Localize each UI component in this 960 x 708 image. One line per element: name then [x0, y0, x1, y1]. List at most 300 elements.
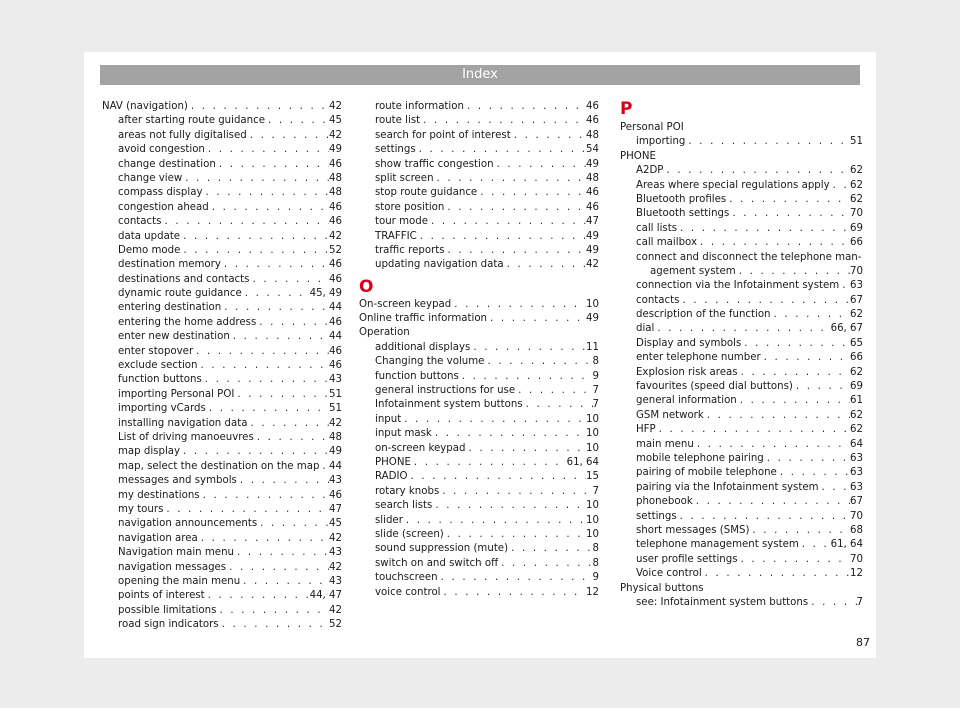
dot-leader: [182, 172, 329, 186]
dot-leader: [508, 542, 592, 556]
index-entry-page: 10: [586, 442, 599, 454]
index-entry: [359, 586, 599, 600]
index-entry-page: 70: [850, 265, 863, 277]
dot-leader: [439, 485, 592, 499]
index-entry-label: search for point of interest: [375, 129, 511, 141]
index-entry-page: 9: [592, 572, 599, 584]
index-entry: [102, 575, 342, 589]
index-entry-page: 45: [329, 518, 342, 530]
index-entry: [359, 158, 599, 172]
index-entry-page: 49: [329, 446, 342, 458]
index-entry-label: PHONE: [375, 456, 411, 468]
index-entry-page: 10: [586, 528, 599, 540]
index-entry-label: route information: [375, 101, 464, 112]
index-entry: [359, 571, 599, 585]
dot-leader: [257, 517, 329, 531]
index-entry-label: change destination: [118, 158, 216, 170]
index-entry-page: 62: [850, 424, 863, 436]
index-entry: [620, 135, 863, 149]
index-entry: [620, 337, 863, 351]
index-entry-page: 67: [850, 294, 863, 306]
index-entry: [102, 604, 342, 618]
index-entry-label: Explosion risk areas: [636, 366, 738, 378]
index-entry-page: 46: [329, 345, 342, 357]
index-entry-page: 46: [329, 158, 342, 170]
index-entry-label: favourites (speed dial buttons): [636, 381, 793, 393]
index-entry: [102, 503, 342, 517]
dot-leader: [799, 538, 831, 552]
dot-leader: [663, 164, 850, 178]
index-entry-label: dynamic route guidance: [118, 288, 242, 300]
index-entry-page: 10: [586, 298, 599, 310]
index-entry: [102, 201, 342, 215]
index-entry: [102, 532, 342, 546]
dot-leader: [163, 503, 329, 517]
index-entry-label: Display and symbols: [636, 337, 742, 349]
index-entry-label: settings: [636, 510, 677, 522]
index-entry-page: 46: [329, 201, 342, 213]
index-entry-page: 66: [850, 237, 863, 249]
index-entry-page: 43: [329, 374, 342, 386]
dot-leader: [477, 186, 586, 200]
index-entry-page: 64: [850, 438, 863, 450]
index-entry: [102, 330, 342, 344]
dot-leader: [729, 207, 850, 221]
index-entry-page: 49: [586, 244, 599, 256]
index-entry-label: map display: [118, 446, 181, 458]
dot-leader: [685, 135, 850, 149]
index-entry-label: enter new destination: [118, 331, 230, 343]
index-entry-label: short messages (SMS): [636, 524, 750, 536]
index-entry: [359, 456, 599, 470]
index-entry-page: 42: [329, 101, 342, 112]
index-entry: [620, 438, 863, 452]
index-entry-label: pairing via the Infotainment system: [636, 481, 819, 493]
index-entry: [102, 517, 342, 531]
index-entry-label: dial: [636, 323, 655, 335]
index-entry-page: 45: [329, 115, 342, 127]
index-entry-label: avoid congestion: [118, 144, 205, 156]
index-entry: [620, 322, 863, 336]
index-entry-page: 11: [586, 341, 599, 353]
index-entry: [102, 114, 342, 128]
index-entry: [102, 129, 342, 143]
index-entry: [620, 150, 863, 164]
dot-leader: [704, 409, 850, 423]
index-entry-label: function buttons: [118, 374, 202, 386]
index-entry: [102, 618, 342, 632]
dot-leader: [420, 114, 586, 128]
index-entry-page: 70: [850, 510, 863, 522]
dot-leader: [221, 301, 329, 315]
index-entry: [359, 384, 599, 398]
index-entry-page: 9: [592, 370, 599, 382]
dot-leader: [697, 236, 850, 250]
section-letter-o: O: [359, 276, 374, 297]
dot-leader: [249, 273, 329, 287]
index-entry-page: 46: [329, 216, 342, 228]
index-entry: [620, 538, 863, 552]
index-entry-label: tour mode: [375, 216, 429, 228]
index-entry-page: 51: [329, 403, 342, 415]
index-entry-page: 62: [850, 409, 863, 421]
dot-leader: [205, 589, 310, 603]
index-entry-label: navigation messages: [118, 561, 227, 573]
dot-leader: [416, 143, 586, 157]
index-entry-label: importing Personal POI: [118, 388, 235, 400]
index-entry-page: 7: [856, 596, 863, 608]
index-entry: [359, 398, 599, 412]
index-entry: [359, 470, 599, 484]
index-entry-page: 44: [329, 331, 342, 343]
dot-leader: [216, 158, 329, 172]
index-entry-label: phonebook: [636, 496, 693, 508]
index-entry-page: 70: [850, 208, 863, 220]
dot-leader: [438, 571, 593, 585]
index-entry: [359, 542, 599, 556]
dot-leader: [726, 193, 850, 207]
index-entry-page: 66, 67: [830, 323, 863, 335]
dot-leader: [221, 258, 329, 272]
dot-leader: [432, 499, 586, 513]
index-entry-label: compass display: [118, 187, 203, 199]
dot-leader: [511, 129, 586, 143]
index-entry: [102, 445, 342, 459]
dot-leader: [428, 215, 586, 229]
index-entry: [102, 287, 342, 301]
index-entry-label: contacts: [118, 216, 162, 228]
index-entry-label: show traffic congestion: [375, 158, 494, 170]
index-entry: [359, 427, 599, 441]
index-entry-page: 67: [850, 496, 863, 508]
index-entry-label: see: Infotainment system buttons: [636, 596, 809, 608]
dot-leader: [677, 222, 850, 236]
dot-leader: [403, 514, 586, 528]
index-entry-label: enter telephone number: [636, 352, 761, 364]
index-entry-page: 7: [592, 399, 599, 411]
index-entry-page: 8: [592, 543, 599, 555]
index-entry-page: 12: [586, 586, 599, 598]
index-entry-label: enter stopover: [118, 345, 194, 357]
dot-leader: [161, 215, 329, 229]
index-entry-page: 48: [329, 187, 342, 199]
index-entry: [102, 301, 342, 315]
index-entry-page: 42: [329, 604, 342, 616]
index-entry-label: HFP: [636, 424, 656, 436]
dot-leader: [202, 373, 329, 387]
index-entry: [620, 582, 863, 596]
index-entry: [620, 351, 863, 365]
index-entry: [359, 201, 599, 215]
index-entry: [620, 524, 863, 538]
index-entry: [359, 186, 599, 200]
index-entry: [620, 193, 863, 207]
index-entry: [102, 215, 342, 229]
dot-leader: [494, 158, 587, 172]
index-entry-label: contacts: [636, 294, 680, 306]
index-entry-label: sound suppression (mute): [375, 543, 509, 555]
index-entry: [102, 244, 342, 258]
dot-leader: [737, 394, 850, 408]
dot-leader: [523, 398, 593, 412]
index-entry-page: 66: [850, 352, 863, 364]
index-entry-label: Physical buttons: [620, 582, 704, 594]
index-entry-page: 46: [586, 187, 599, 199]
index-entry: [359, 258, 599, 272]
index-entry-label: Areas where special regulations apply: [636, 179, 830, 191]
index-entry: [620, 481, 863, 495]
index-entry: [102, 230, 342, 244]
dot-leader: [694, 438, 850, 452]
dot-leader: [702, 567, 850, 581]
index-entry-label: exclude section: [118, 360, 198, 372]
index-entry-page: 46: [586, 115, 599, 127]
index-entry-label: On-screen keypad: [359, 298, 452, 310]
index-entry: [102, 417, 342, 431]
index-entry: [620, 179, 863, 193]
dot-leader: [484, 355, 592, 369]
dot-leader: [677, 510, 850, 524]
index-entry-label: navigation announcements: [118, 518, 258, 530]
index-entry-page: 69: [850, 381, 863, 393]
index-entry-page: 65: [850, 337, 863, 349]
index-entry-page: 43: [329, 547, 342, 559]
index-entry-page: 47: [586, 216, 599, 228]
index-entry-label: telephone management system: [636, 539, 799, 551]
index-entry: [359, 370, 599, 384]
dot-leader: [736, 265, 850, 279]
dot-leader: [451, 298, 586, 312]
dot-leader: [234, 546, 329, 560]
index-entry-page: 69: [850, 222, 863, 234]
index-entry-page: 49: [586, 313, 599, 325]
dot-leader: [434, 172, 586, 186]
index-entry-label: congestion ahead: [118, 201, 209, 213]
index-entry-label: store position: [375, 201, 445, 213]
index-entry-label: Online traffic information: [359, 313, 488, 325]
index-entry-label: Demo mode: [118, 244, 181, 256]
index-entry: [620, 553, 863, 567]
index-entry-page: 7: [592, 485, 599, 497]
index-entry: [620, 596, 863, 610]
dot-leader: [761, 351, 850, 365]
index-entry-label: on-screen keypad: [375, 442, 466, 454]
index-entry-label: pairing of mobile telephone: [636, 467, 777, 479]
index-entry-page: 54: [586, 144, 599, 156]
index-entry: [620, 279, 863, 293]
index-entry: [102, 388, 342, 402]
index-entry: [102, 345, 342, 359]
dot-leader: [777, 466, 850, 480]
index-entry-page: 62: [850, 179, 863, 191]
dot-leader: [205, 143, 329, 157]
index-entry-page: 62: [850, 309, 863, 321]
index-entry: [359, 298, 599, 312]
index-entry-page: 46: [329, 489, 342, 501]
index-entry-label: Changing the volume: [375, 356, 485, 368]
dot-leader: [771, 308, 851, 322]
index-entry-page: 62: [850, 193, 863, 205]
dot-leader: [693, 495, 850, 509]
index-entry-page: 42: [329, 532, 342, 544]
dot-leader: [200, 489, 329, 503]
index-column-2: [359, 100, 599, 600]
index-entry: [620, 236, 863, 250]
dot-leader: [459, 370, 593, 384]
index-entry-label: after starting route guidance: [118, 115, 266, 127]
index-entry-label: List of driving manoeuvres: [118, 431, 254, 443]
index-entry-label: mobile telephone pairing: [636, 452, 764, 464]
index-entry: [620, 121, 863, 135]
dot-leader: [188, 100, 329, 114]
index-entry: [620, 222, 863, 236]
index-entry: [102, 402, 342, 416]
index-entry-label: importing: [636, 136, 686, 148]
index-entry-page: 7: [592, 385, 599, 397]
index-entry: [359, 100, 599, 114]
index-entry: [359, 485, 599, 499]
index-entry-label: RADIO: [375, 471, 408, 483]
index-entry: [620, 251, 863, 265]
index-entry: [620, 423, 863, 437]
index-entry-page: 8: [592, 356, 599, 368]
index-entry: [620, 394, 863, 408]
index-entry: [359, 143, 599, 157]
index-entry-label: function buttons: [375, 370, 459, 382]
dot-leader: [256, 316, 329, 330]
dot-leader: [470, 341, 586, 355]
index-entry-page: 10: [586, 500, 599, 512]
index-entry-label: my destinations: [118, 489, 200, 501]
index-entry-label: Bluetooth settings: [636, 208, 730, 220]
dot-leader: [487, 312, 586, 326]
dot-leader: [242, 287, 310, 301]
index-entry-page: 43: [329, 475, 342, 487]
dot-leader: [679, 294, 850, 308]
dot-leader: [839, 279, 850, 293]
index-entry-label: split screen: [375, 172, 434, 184]
index-entry: [620, 466, 863, 480]
index-entry-label: destinations and contacts: [118, 273, 250, 285]
index-entry-page: 63: [850, 467, 863, 479]
index-entry-page: 42: [329, 417, 342, 429]
index-entry: [102, 172, 342, 186]
dot-leader: [254, 431, 329, 445]
dot-leader: [206, 402, 329, 416]
index-entry-page: 62: [850, 366, 863, 378]
index-entry-page: 49: [586, 230, 599, 242]
index-entry: [102, 359, 342, 373]
index-entry: [102, 258, 342, 272]
dot-leader: [432, 427, 586, 441]
index-entry: [102, 460, 342, 474]
index-entry: [102, 186, 342, 200]
index-entry-label: general information: [636, 395, 737, 407]
index-entry-label: my tours: [118, 503, 164, 515]
index-entry: [620, 308, 863, 322]
index-entry-label: stop route guidance: [375, 187, 478, 199]
dot-leader: [444, 528, 586, 542]
index-entry-page: 12: [850, 568, 863, 580]
index-entry-page: 46: [329, 360, 342, 372]
index-entry: [620, 265, 863, 279]
index-entry: [359, 557, 599, 571]
index-entry-label: destination memory: [118, 259, 221, 271]
index-entry-page: 63: [850, 481, 863, 493]
index-entry-label: connection via the Infotainment system: [636, 280, 840, 292]
index-entry-page: 48: [329, 431, 342, 443]
index-entry-label: connect and disconnect the telephone man-: [636, 251, 862, 263]
index-entry: [359, 355, 599, 369]
dot-leader: [465, 442, 586, 456]
index-entry-label: GSM network: [636, 409, 704, 421]
index-entry: [620, 207, 863, 221]
index-entry: [359, 514, 599, 528]
index-entry: [359, 341, 599, 355]
index-entry-page: 48: [586, 172, 599, 184]
index-entry-label: Personal POI: [620, 122, 684, 133]
index-entry-label: main menu: [636, 438, 694, 450]
dot-leader: [444, 201, 586, 215]
index-entry-page: 43: [329, 575, 342, 587]
index-entry-page: 61, 64: [830, 539, 863, 551]
dot-leader: [226, 561, 329, 575]
dot-leader: [219, 618, 329, 632]
index-entry-label: entering destination: [118, 302, 222, 314]
index-entry-label: importing vCards: [118, 403, 206, 415]
index-entry: [102, 143, 342, 157]
index-entry-label: PHONE: [620, 150, 656, 162]
index-entry-label: road sign indicators: [118, 619, 219, 631]
index-entry-label: possible limitations: [118, 604, 217, 616]
index-entry-page: 10: [586, 514, 599, 526]
index-entry-page: 42: [329, 561, 342, 573]
index-entry-label: description of the function: [636, 309, 771, 321]
index-entry-label: NAV (navigation): [102, 101, 188, 112]
index-entry-label: search lists: [375, 500, 433, 512]
index-entry-label: slider: [375, 514, 403, 526]
index-entry-label: input: [375, 413, 402, 425]
dot-leader: [237, 474, 329, 488]
index-entry: [620, 409, 863, 423]
index-entry-page: 63: [850, 452, 863, 464]
index-entry-label: additional displays: [375, 341, 471, 353]
page-number: 87: [856, 636, 870, 649]
index-entry-label: TRAFFIC: [375, 230, 417, 242]
index-entry: [102, 589, 342, 603]
index-entry-page: 63: [850, 280, 863, 292]
dot-leader: [209, 201, 329, 215]
index-entry-label: route list: [375, 115, 421, 127]
index-entry-page: 61, 64: [566, 456, 599, 468]
index-entry-label: Navigation main menu: [118, 547, 234, 559]
index-column-3: [620, 97, 863, 610]
index-entry: [102, 489, 342, 503]
index-entry-page: 42: [586, 259, 599, 271]
dot-leader: [198, 359, 330, 373]
dot-leader: [498, 557, 592, 571]
index-entry-page: 52: [329, 619, 342, 631]
index-entry-page: 51: [850, 136, 863, 148]
index-entry-page: 61: [850, 395, 863, 407]
dot-leader: [741, 337, 850, 351]
dot-leader: [738, 366, 850, 380]
index-entry: [359, 312, 599, 326]
dot-leader: [198, 532, 329, 546]
page-header: Index: [100, 65, 860, 85]
index-entry-label: call lists: [636, 222, 678, 234]
index-entry-page: 70: [850, 553, 863, 565]
